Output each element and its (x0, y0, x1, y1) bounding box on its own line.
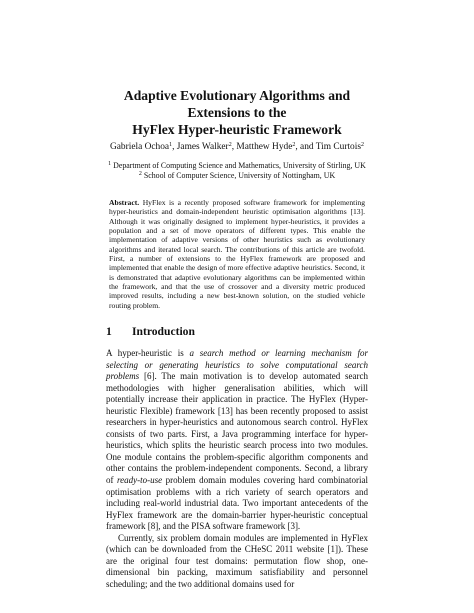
section-number: 1 (106, 325, 112, 338)
author-affiliation-mark: 2 (228, 142, 232, 148)
author-name: Gabriela Ochoa (109, 142, 170, 152)
affiliation-mark: 2 (138, 171, 142, 177)
abstract-label: Abstract. (109, 198, 140, 207)
paper-title-line-2: Extensions to the (187, 105, 287, 120)
section-title: Introduction (132, 325, 195, 338)
affiliation-1 (60, 161, 414, 172)
author-list: Gabriela Ochoa$^1$, James Walker$^2$, Matthew Hyde$^2$, and Tim Curtois$^2$ (109, 142, 365, 152)
section-heading (106, 325, 195, 338)
paragraph-text: problem domain modules covering hard combinatorial optimisation problems with a rich variety of search operators and including real-world industrial data. Two important antecedents of the HyFlex framework are the domain-barrier hyper-heuristic conceptual framework [8], and the PISA software framework [3]. (106, 475, 368, 532)
paper-title-line-1: Adaptive Evolutionary Algorithms and (123, 88, 351, 103)
paragraph-text: A hyper-heuristic is (106, 348, 190, 358)
affiliation-2 (60, 171, 414, 182)
author-affiliation-mark: 2 (292, 142, 296, 148)
paragraph-2: Currently, six problem domain modules are implemented in HyFlex (which can be downloaded from the CHeSC 2011 website [1]). These are the original four test domains: permutation flow shop, one-dimensional bin packing, maximum satisfiability and personnel scheduling; and the two additional domains used for (106, 532, 368, 589)
emphasis-text: a search method or learning mechanism for selecting or generating heuristics to solve computational search problems (106, 348, 368, 382)
abstract (109, 198, 365, 310)
emphasis-text: ready-to-use (116, 475, 163, 486)
affiliation-text: Department of Computing Science and Mathematics, University of Stirling, UK (113, 161, 366, 170)
author-affiliation-mark: 2 (361, 142, 365, 148)
body-text (106, 348, 368, 590)
author-affiliation-mark: 1 (169, 142, 173, 148)
author-name: Matthew Hyde (236, 142, 293, 152)
author-name: and Tim Curtois (300, 142, 362, 152)
affiliation-text: School of Computer Science, University of Nottingham, UK (143, 171, 336, 180)
paragraph-text: [6]. The main motivation is to develop automated search methodologies with higher generalisation abilities, which will potentially increase their application in practice. The HyFlex (Hyper-heuristic Flexible) framework [13] has been recently proposed to assist researchers in hyper-heuristics and autonomous search control. HyFlex consists of two parts. First, a Java programming interface for hyper-heuristics, which splits the heuristic search process into two modules. One module contains the problem-specific algorithm components and other contains the problem-independent components. Second, a library of (106, 371, 368, 486)
paragraph-1 (106, 348, 368, 533)
affiliation-mark: 1 (108, 161, 112, 167)
abstract-text: HyFlex is a recently proposed software framework for implementing hyper-heuristics and domain-independent heuristic optimisation algorithms [13]. Although it was originally designed to implement hyper-heuristics, it provides a population and a set of move operators of different types. This enable the implementation of adaptive versions of other heuristics such as evolutionary algorithms and iterated local search. The contributions of this article are twofold. First, a number of extensions to the HyFlex framework are proposed and implemented that enable the design of more effective adaptive heuristics. Second, it is demonstrated that adaptive evolutionary algorithms can be implemented within the framework, and that the use of crossover and a diversity metric produced improved results, including a new best-known solution, on the studied vehicle routing problem. (109, 198, 365, 310)
author-name: James Walker (176, 142, 229, 152)
paper-title-line-3: HyFlex Hyper-heuristic Framework (132, 122, 342, 137)
